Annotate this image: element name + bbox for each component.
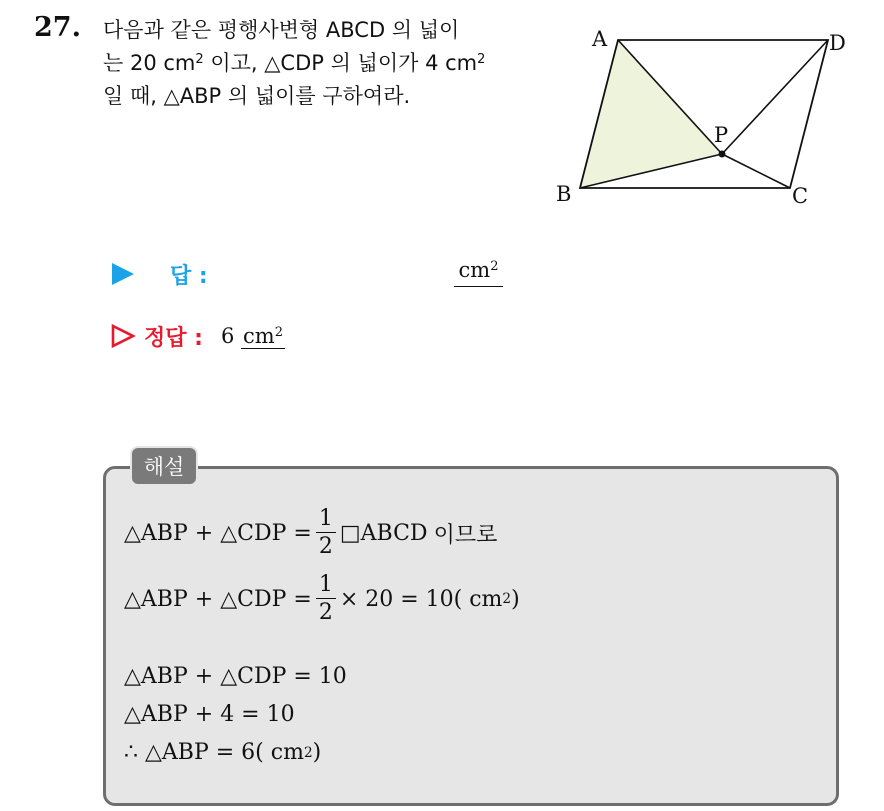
fraction-numerator: 1 — [316, 508, 336, 533]
solution-line-2-right: × 20 = 10( cm — [339, 586, 503, 612]
solution-line-3: △ABP + △CDP = 10 — [124, 664, 347, 689]
superscript: 2 — [477, 51, 486, 67]
solution-line-2-close: ) — [511, 586, 520, 612]
solution-line-5-close: ) — [312, 740, 322, 765]
segment-pc — [722, 154, 790, 188]
solution-line-1 — [124, 508, 497, 558]
solution-line-4: △ABP + 4 = 10 — [124, 702, 295, 727]
fraction-numerator: 1 — [316, 574, 336, 599]
problem-line-2-a: 는 20 cm — [103, 51, 196, 75]
label-p: P — [714, 123, 729, 147]
answer-unit: cm — [458, 258, 491, 282]
solution-line-2-left: △ABP + △CDP = — [124, 586, 312, 612]
problem-line-3: 일 때, △ABP 의 넓이를 구하여라. — [103, 84, 411, 108]
segment-pd — [722, 40, 828, 154]
correct-answer-value — [221, 324, 285, 348]
outline-triangle-arrow-icon — [110, 323, 136, 349]
solution-line-1-left: △ABP + △CDP = — [124, 520, 312, 546]
label-b: B — [556, 182, 572, 206]
answer-input-field[interactable] — [454, 258, 503, 287]
correct-unit-text: cm — [243, 324, 275, 348]
label-a: A — [592, 27, 608, 51]
superscript: 2 — [490, 258, 499, 274]
solution-line-5-text: ∴ △ABP = 6( cm — [124, 740, 304, 765]
solution-line-1-right: □ABCD — [339, 520, 428, 546]
superscript: 2 — [274, 324, 283, 340]
correct-value-unit — [241, 324, 285, 349]
parallelogram-diagram — [550, 18, 850, 208]
problem-line-2-b: 이고, △CDP 의 넓이가 4 cm — [203, 51, 478, 75]
solution-line-2: △ABP + △CDP = $\frac{1}{2}$ × 20 = 10( cm 2 ) — [124, 572, 520, 625]
problem-line-2 — [103, 47, 543, 80]
problem-number: 27. — [34, 12, 81, 43]
solution-line-1-korean: 이므로 — [433, 522, 498, 548]
answer-label: 답 : — [170, 263, 208, 289]
point-p — [719, 151, 726, 158]
fraction — [316, 508, 336, 558]
answer-row — [110, 254, 208, 294]
correct-value-number: 6 — [220, 324, 235, 348]
label-c: C — [792, 184, 809, 208]
correct-answer-row — [110, 316, 285, 356]
problem-line-1: 다음과 같은 평행사변형 ABCD 의 넓이 — [103, 18, 460, 42]
triangle-abp-fill — [580, 40, 722, 188]
correct-answer-label: 정답 : — [144, 325, 203, 351]
superscript: 2 — [195, 51, 204, 67]
filled-triangle-arrow-icon — [110, 261, 136, 287]
fraction — [316, 574, 336, 624]
fraction-denominator: 2 — [318, 534, 333, 559]
solution-tab: 해설 — [130, 446, 198, 486]
solution-line-5: ∴ △ABP = 6( cm 2 ) — [124, 740, 322, 765]
label-d: D — [829, 31, 846, 55]
problem-statement — [103, 14, 543, 113]
fraction-denominator: 2 — [318, 600, 333, 625]
